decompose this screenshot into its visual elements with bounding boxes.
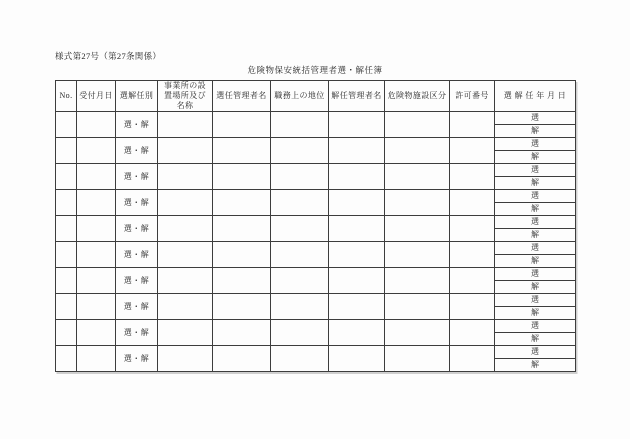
cell-permit-number [450, 112, 495, 138]
cell-office-location-name [158, 190, 213, 216]
register-row [56, 164, 576, 177]
cell-dismiss-date: 解 [495, 359, 576, 372]
cell-no [56, 112, 77, 138]
cell-reception-date [77, 138, 116, 164]
cell-appointed-manager-name [213, 190, 271, 216]
cell-job-position [271, 268, 329, 294]
cell-no [56, 294, 77, 320]
cell-appoint-date: 選 [495, 294, 576, 307]
column-header-appoint-dismiss-date: 選 解 任 年 月 日 [495, 81, 576, 112]
register-row [56, 138, 576, 151]
cell-office-location-name [158, 112, 213, 138]
cell-appointed-manager-name [213, 294, 271, 320]
cell-appoint-dismiss-type: 選・解 [116, 242, 158, 268]
register-row [56, 242, 576, 255]
cell-dismissed-manager-name [329, 268, 385, 294]
cell-permit-number [450, 294, 495, 320]
cell-permit-number [450, 346, 495, 372]
cell-office-location-name [158, 294, 213, 320]
table-header [56, 81, 576, 112]
cell-dismissed-manager-name [329, 216, 385, 242]
cell-office-location-name [158, 320, 213, 346]
table-body [56, 112, 576, 372]
register-row [56, 294, 576, 307]
cell-appointed-manager-name [213, 242, 271, 268]
cell-office-location-name [158, 138, 213, 164]
cell-dismiss-date: 解 [495, 203, 576, 216]
cell-hazmat-facility-category [385, 268, 450, 294]
cell-reception-date [77, 216, 116, 242]
cell-dismissed-manager-name [329, 346, 385, 372]
register-row [56, 216, 576, 229]
document-title: 危険物保安統括管理者選・解任簿 [247, 65, 383, 75]
column-header-office-location-name: 事業所の設置場所及び名称 [158, 81, 213, 112]
column-header-no: No. [56, 81, 77, 112]
cell-hazmat-facility-category [385, 346, 450, 372]
header-row [56, 81, 576, 112]
cell-appoint-dismiss-type: 選・解 [116, 294, 158, 320]
cell-reception-date [77, 164, 116, 190]
column-header-permit-number: 許可番号 [450, 81, 495, 112]
cell-appoint-dismiss-type: 選・解 [116, 164, 158, 190]
cell-hazmat-facility-category [385, 242, 450, 268]
cell-office-location-name [158, 242, 213, 268]
cell-reception-date [77, 320, 116, 346]
cell-job-position [271, 190, 329, 216]
cell-dismissed-manager-name [329, 138, 385, 164]
cell-office-location-name [158, 216, 213, 242]
register-table [55, 80, 576, 372]
cell-job-position [271, 242, 329, 268]
column-header-appointed-manager-name: 選任管理者名 [213, 81, 271, 112]
register-row [56, 190, 576, 203]
cell-appoint-date: 選 [495, 164, 576, 177]
cell-dismiss-date: 解 [495, 151, 576, 164]
cell-appoint-dismiss-type: 選・解 [116, 268, 158, 294]
cell-job-position [271, 320, 329, 346]
cell-appointed-manager-name [213, 216, 271, 242]
cell-appointed-manager-name [213, 320, 271, 346]
cell-permit-number [450, 216, 495, 242]
cell-dismiss-date: 解 [495, 229, 576, 242]
cell-appoint-date: 選 [495, 320, 576, 333]
cell-dismiss-date: 解 [495, 255, 576, 268]
cell-permit-number [450, 268, 495, 294]
cell-no [56, 216, 77, 242]
cell-dismiss-date: 解 [495, 281, 576, 294]
cell-appoint-date: 選 [495, 346, 576, 359]
cell-job-position [271, 346, 329, 372]
cell-appointed-manager-name [213, 164, 271, 190]
cell-hazmat-facility-category [385, 294, 450, 320]
cell-appoint-date: 選 [495, 268, 576, 281]
form-number-label: 様式第27号（第27条関係） [55, 51, 162, 61]
cell-job-position [271, 138, 329, 164]
cell-job-position [271, 164, 329, 190]
column-header-hazmat-facility-category: 危険物施設区分 [385, 81, 450, 112]
cell-reception-date [77, 346, 116, 372]
cell-appoint-date: 選 [495, 242, 576, 255]
cell-appoint-dismiss-type: 選・解 [116, 216, 158, 242]
cell-appoint-date: 選 [495, 138, 576, 151]
cell-office-location-name [158, 346, 213, 372]
cell-dismissed-manager-name [329, 294, 385, 320]
cell-dismissed-manager-name [329, 164, 385, 190]
cell-no [56, 242, 77, 268]
cell-hazmat-facility-category [385, 216, 450, 242]
cell-reception-date [77, 268, 116, 294]
column-header-job-position: 職務上の地位 [271, 81, 329, 112]
cell-dismissed-manager-name [329, 320, 385, 346]
cell-appoint-dismiss-type: 選・解 [116, 346, 158, 372]
cell-appoint-dismiss-type: 選・解 [116, 320, 158, 346]
cell-hazmat-facility-category [385, 112, 450, 138]
cell-reception-date [77, 294, 116, 320]
cell-dismissed-manager-name [329, 112, 385, 138]
cell-permit-number [450, 138, 495, 164]
register-row [56, 320, 576, 333]
column-header-appoint-dismiss-type: 選解任別 [116, 81, 158, 112]
cell-office-location-name [158, 164, 213, 190]
cell-appoint-dismiss-type: 選・解 [116, 112, 158, 138]
cell-dismiss-date: 解 [495, 333, 576, 346]
cell-dismiss-date: 解 [495, 177, 576, 190]
cell-office-location-name [158, 268, 213, 294]
register-row [56, 112, 576, 125]
cell-hazmat-facility-category [385, 138, 450, 164]
register-row [56, 346, 576, 359]
cell-job-position [271, 216, 329, 242]
cell-appointed-manager-name [213, 112, 271, 138]
cell-no [56, 268, 77, 294]
cell-dismissed-manager-name [329, 190, 385, 216]
cell-appointed-manager-name [213, 138, 271, 164]
cell-dismissed-manager-name [329, 242, 385, 268]
cell-hazmat-facility-category [385, 320, 450, 346]
cell-no [56, 320, 77, 346]
cell-reception-date [77, 190, 116, 216]
cell-hazmat-facility-category [385, 164, 450, 190]
cell-job-position [271, 294, 329, 320]
cell-reception-date [77, 242, 116, 268]
cell-permit-number [450, 320, 495, 346]
cell-dismiss-date: 解 [495, 307, 576, 320]
cell-no [56, 164, 77, 190]
cell-appointed-manager-name [213, 346, 271, 372]
cell-permit-number [450, 164, 495, 190]
cell-reception-date [77, 112, 116, 138]
cell-permit-number [450, 242, 495, 268]
cell-appoint-dismiss-type: 選・解 [116, 138, 158, 164]
cell-appoint-date: 選 [495, 112, 576, 125]
column-header-dismissed-manager-name: 解任管理者名 [329, 81, 385, 112]
cell-appointed-manager-name [213, 268, 271, 294]
cell-job-position [271, 112, 329, 138]
cell-dismiss-date: 解 [495, 125, 576, 138]
cell-appoint-dismiss-type: 選・解 [116, 190, 158, 216]
cell-permit-number [450, 190, 495, 216]
cell-appoint-date: 選 [495, 216, 576, 229]
register-row [56, 268, 576, 281]
cell-no [56, 190, 77, 216]
cell-no [56, 138, 77, 164]
cell-hazmat-facility-category [385, 190, 450, 216]
cell-appoint-date: 選 [495, 190, 576, 203]
column-header-reception-date: 受付月日 [77, 81, 116, 112]
cell-no [56, 346, 77, 372]
